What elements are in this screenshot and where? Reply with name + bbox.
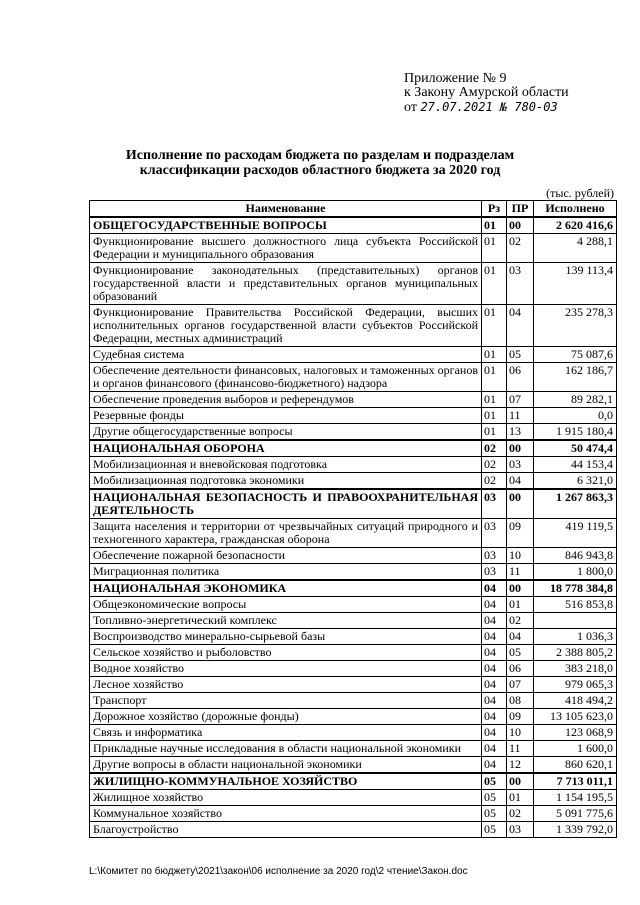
- row-pr: 09: [507, 709, 534, 725]
- row-pr: 04: [507, 629, 534, 645]
- row-pr: 00: [507, 580, 534, 597]
- section-row: [90, 217, 617, 234]
- row-amount: 1 154 195,5: [534, 790, 617, 806]
- row-amount: [534, 613, 617, 629]
- appendix-date-line: [404, 100, 569, 115]
- row-name: Дорожное хозяйство (дорожные фонды): [90, 709, 482, 725]
- row-name: НАЦИОНАЛЬНАЯ БЕЗОПАСНОСТЬ И ПРАВООХРАНИТЕЛЬНАЯ ДЕЯТЕЛЬНОСТЬ: [90, 489, 482, 519]
- header-amount: Исполнено: [534, 201, 617, 218]
- row-pr: 02: [507, 613, 534, 629]
- row-pr: 03: [507, 822, 534, 838]
- table-row: [90, 392, 617, 408]
- section-row: [90, 489, 617, 519]
- row-rz: 04: [482, 597, 507, 613]
- row-amount: 1 036,3: [534, 629, 617, 645]
- row-rz: 05: [482, 773, 507, 790]
- section-row: [90, 580, 617, 597]
- units-label: (тыс. рублей): [546, 186, 614, 200]
- document-title-line-2: классификации расходов областного бюджета за 2020 год: [139, 163, 501, 178]
- row-amount: 162 186,7: [534, 363, 617, 392]
- row-name: НАЦИОНАЛЬНАЯ ЭКОНОМИКА: [90, 580, 482, 597]
- row-amount: 50 474,4: [534, 440, 617, 457]
- row-amount: 75 087,6: [534, 347, 617, 363]
- row-name: Воспроизводство минерально-сырьевой базы: [90, 629, 482, 645]
- row-pr: 02: [507, 806, 534, 822]
- row-amount: 4 288,1: [534, 234, 617, 263]
- row-rz: 04: [482, 580, 507, 597]
- row-rz: 04: [482, 661, 507, 677]
- row-pr: 00: [507, 440, 534, 457]
- table-row: [90, 457, 617, 473]
- row-amount: 1 267 863,3: [534, 489, 617, 519]
- row-amount: 123 068,9: [534, 725, 617, 741]
- row-pr: 01: [507, 790, 534, 806]
- row-pr: 11: [507, 564, 534, 581]
- row-rz: 02: [482, 440, 507, 457]
- row-rz: 01: [482, 263, 507, 305]
- row-amount: 18 778 384,8: [534, 580, 617, 597]
- appendix-date-prefix: от: [404, 100, 417, 115]
- row-name: Транспорт: [90, 693, 482, 709]
- row-pr: 05: [507, 347, 534, 363]
- row-amount: 418 494,2: [534, 693, 617, 709]
- row-pr: 00: [507, 489, 534, 519]
- file-path-footer: L:\Комитет по бюджету\2021\закон\06 исполнение за 2020 год\2 чтение\Закон.doc: [89, 866, 468, 877]
- row-pr: 05: [507, 645, 534, 661]
- row-amount: 860 620,1: [534, 757, 617, 774]
- row-rz: 02: [482, 457, 507, 473]
- row-name: Прикладные научные исследования в области национальной экономики: [90, 741, 482, 757]
- row-name: Коммунальное хозяйство: [90, 806, 482, 822]
- table-row: [90, 677, 617, 693]
- table-row: [90, 693, 617, 709]
- row-amount: 846 943,8: [534, 548, 617, 564]
- appendix-law: к Закону Амурской области: [404, 85, 569, 100]
- row-amount: 5 091 775,6: [534, 806, 617, 822]
- table-row: [90, 613, 617, 629]
- row-name: Жилищное хозяйство: [90, 790, 482, 806]
- table-row: [90, 741, 617, 757]
- row-rz: 01: [482, 408, 507, 424]
- row-name: Резервные фонды: [90, 408, 482, 424]
- row-rz: 01: [482, 305, 507, 347]
- row-rz: 01: [482, 392, 507, 408]
- table-row: [90, 408, 617, 424]
- row-rz: 03: [482, 548, 507, 564]
- row-name: Обеспечение проведения выборов и референдумов: [90, 392, 482, 408]
- handwritten-date-number: 27.07.2021 № 780-03: [420, 100, 558, 114]
- row-rz: 03: [482, 519, 507, 548]
- row-pr: 09: [507, 519, 534, 548]
- table-row: [90, 548, 617, 564]
- table-row: [90, 305, 617, 347]
- table-row: [90, 806, 617, 822]
- expenditure-table: [89, 200, 617, 838]
- row-pr: 08: [507, 693, 534, 709]
- row-rz: 04: [482, 725, 507, 741]
- row-amount: 7 713 011,1: [534, 773, 617, 790]
- row-name: Лесное хозяйство: [90, 677, 482, 693]
- row-pr: 10: [507, 725, 534, 741]
- table-row: [90, 629, 617, 645]
- row-name: Функционирование Правительства Российской Федерации, высших исполнительных органов государственной власти субъектов Российской Федерации, местных администраций: [90, 305, 482, 347]
- row-pr: 03: [507, 263, 534, 305]
- table-header-row: [90, 201, 617, 218]
- row-rz: 04: [482, 693, 507, 709]
- row-rz: 02: [482, 473, 507, 490]
- row-pr: 01: [507, 597, 534, 613]
- row-name: Обеспечение деятельности финансовых, налоговых и таможенных органов и органов финансового (финансово-бюджетного) надзора: [90, 363, 482, 392]
- row-amount: 2 388 805,2: [534, 645, 617, 661]
- row-rz: 04: [482, 709, 507, 725]
- row-pr: 04: [507, 305, 534, 347]
- document-title: [0, 148, 640, 178]
- table-row: [90, 347, 617, 363]
- row-pr: 06: [507, 363, 534, 392]
- row-name: Функционирование законодательных (представительных) органов государственной власти и представительных органов муниципальных образований: [90, 263, 482, 305]
- row-amount: 139 113,4: [534, 263, 617, 305]
- row-amount: 516 853,8: [534, 597, 617, 613]
- header-rz: Рз: [482, 201, 507, 218]
- row-rz: 05: [482, 790, 507, 806]
- row-rz: 03: [482, 564, 507, 581]
- document-title-line-1: Исполнение по расходам бюджета по разделам и подразделам: [125, 148, 515, 163]
- row-pr: 02: [507, 234, 534, 263]
- row-rz: 01: [482, 234, 507, 263]
- row-pr: 03: [507, 457, 534, 473]
- section-row: [90, 440, 617, 457]
- row-pr: 13: [507, 424, 534, 441]
- row-pr: 00: [507, 773, 534, 790]
- row-name: Другие вопросы в области национальной экономики: [90, 757, 482, 774]
- row-rz: 05: [482, 806, 507, 822]
- row-name: Мобилизационная и вневойсковая подготовка: [90, 457, 482, 473]
- appendix-title: Приложение № 9: [404, 71, 507, 86]
- table-row: [90, 822, 617, 838]
- row-amount: 1 915 180,4: [534, 424, 617, 441]
- row-rz: 05: [482, 822, 507, 838]
- row-amount: 2 620 416,6: [534, 217, 617, 234]
- table-row: [90, 564, 617, 581]
- row-name: Топливно-энергетический комплекс: [90, 613, 482, 629]
- table-row: [90, 424, 617, 441]
- row-pr: 07: [507, 677, 534, 693]
- row-pr: 10: [507, 548, 534, 564]
- table-row: [90, 473, 617, 490]
- row-amount: 44 153,4: [534, 457, 617, 473]
- row-name: Благоустройство: [90, 822, 482, 838]
- table-row: [90, 757, 617, 774]
- row-rz: 04: [482, 741, 507, 757]
- row-name: Функционирование высшего должностного лица субъекта Российской Федерации и муниципального образования: [90, 234, 482, 263]
- row-pr: 04: [507, 473, 534, 490]
- row-rz: 01: [482, 363, 507, 392]
- table-row: [90, 645, 617, 661]
- row-amount: 13 105 623,0: [534, 709, 617, 725]
- row-pr: 00: [507, 217, 534, 234]
- row-amount: 0,0: [534, 408, 617, 424]
- row-amount: 235 278,3: [534, 305, 617, 347]
- row-rz: 04: [482, 645, 507, 661]
- row-name: ОБЩЕГОСУДАРСТВЕННЫЕ ВОПРОСЫ: [90, 217, 482, 234]
- row-pr: 12: [507, 757, 534, 774]
- header-pr: ПР: [507, 201, 534, 218]
- row-amount: 383 218,0: [534, 661, 617, 677]
- row-amount: 979 065,3: [534, 677, 617, 693]
- row-name: Обеспечение пожарной безопасности: [90, 548, 482, 564]
- row-amount: 419 119,5: [534, 519, 617, 548]
- row-rz: 01: [482, 217, 507, 234]
- row-name: ЖИЛИЩНО-КОММУНАЛЬНОЕ ХОЗЯЙСТВО: [90, 773, 482, 790]
- table-row: [90, 234, 617, 263]
- row-amount: 89 282,1: [534, 392, 617, 408]
- row-name: Общеэкономические вопросы: [90, 597, 482, 613]
- table-row: [90, 661, 617, 677]
- table-row: [90, 363, 617, 392]
- row-name: Мобилизационная подготовка экономики: [90, 473, 482, 490]
- table-body: [90, 217, 617, 838]
- row-rz: 01: [482, 347, 507, 363]
- row-amount: 6 321,0: [534, 473, 617, 490]
- row-rz: 01: [482, 424, 507, 441]
- row-name: Другие общегосударственные вопросы: [90, 424, 482, 441]
- row-name: Миграционная политика: [90, 564, 482, 581]
- table-row: [90, 597, 617, 613]
- row-name: Судебная система: [90, 347, 482, 363]
- row-rz: 04: [482, 677, 507, 693]
- row-pr: 11: [507, 741, 534, 757]
- header-name: Наименование: [90, 201, 482, 218]
- appendix-block: [404, 72, 569, 115]
- row-name: Водное хозяйство: [90, 661, 482, 677]
- section-row: [90, 773, 617, 790]
- row-name: НАЦИОНАЛЬНАЯ ОБОРОНА: [90, 440, 482, 457]
- table-row: [90, 263, 617, 305]
- row-rz: 04: [482, 629, 507, 645]
- row-name: Сельское хозяйство и рыболовство: [90, 645, 482, 661]
- table-row: [90, 725, 617, 741]
- row-rz: 03: [482, 489, 507, 519]
- row-rz: 04: [482, 757, 507, 774]
- row-pr: 11: [507, 408, 534, 424]
- row-pr: 06: [507, 661, 534, 677]
- row-amount: 1 800,0: [534, 564, 617, 581]
- table-row: [90, 790, 617, 806]
- row-name: Связь и информатика: [90, 725, 482, 741]
- row-amount: 1 339 792,0: [534, 822, 617, 838]
- table-row: [90, 519, 617, 548]
- row-rz: 04: [482, 613, 507, 629]
- row-pr: 07: [507, 392, 534, 408]
- table-row: [90, 709, 617, 725]
- row-name: Защита населения и территории от чрезвычайных ситуаций природного и техногенного характера, гражданская оборона: [90, 519, 482, 548]
- row-amount: 1 600,0: [534, 741, 617, 757]
